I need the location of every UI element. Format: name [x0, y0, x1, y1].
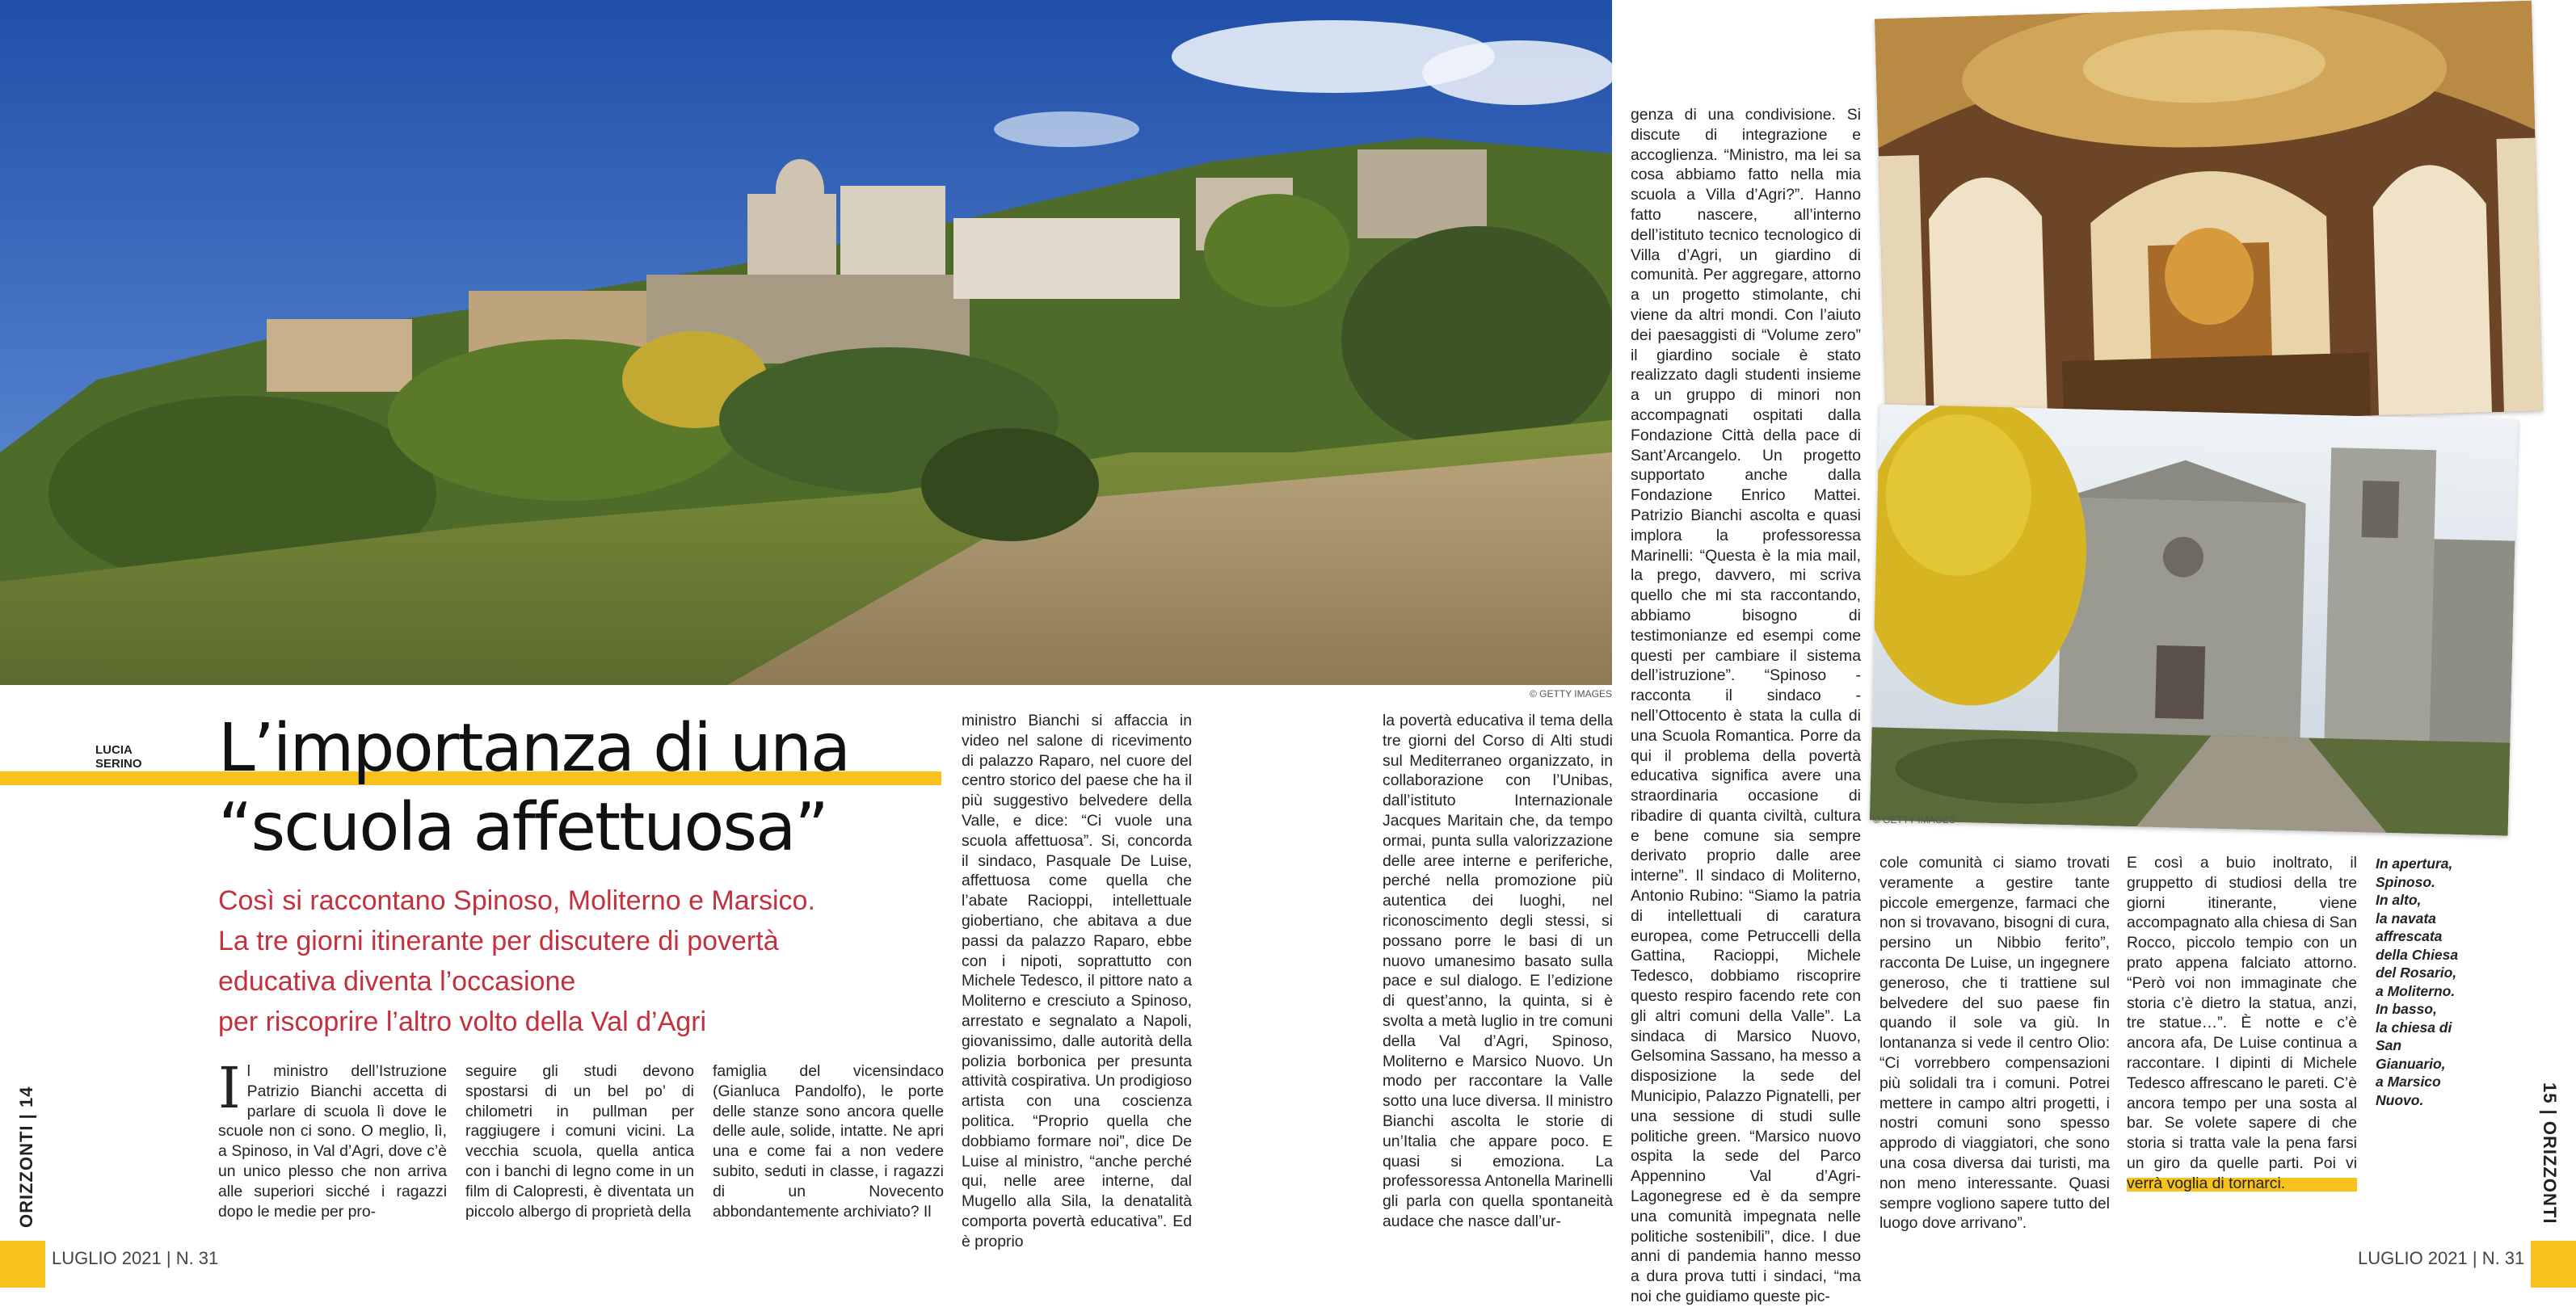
caption-line: Gianuario,	[2376, 1055, 2446, 1072]
subtitle-line: La tre giorni itinerante per discutere di povertà	[218, 926, 779, 956]
column-text: cole comunità ci siamo trovati veramente a gestire tante piccole emergenze, farmaci che non si trovavano, bisogni di cura, persino un Nibbio ferito”, racconta De Luise, un ingegnere generoso, che ti trattiene sul belvedere del suo paese fin quando il sole va giù. In lontananza si vede il centro Olio: “Ci vorrebbero compensazioni più solidali tra i comuni. Potrei mettere in campo altri progetti, i nostri comuni sono spesso approdo di viaggiatori, che sono una cosa diversa dai turisti, ma non meno interessante. Quasi sempre vogliono sapere tutto del luogo dove arrivano”.	[1879, 854, 2110, 1233]
caption-line: la chiesa di San	[2376, 1019, 2452, 1053]
headline-line-2: “scuola affettuosa”	[218, 789, 827, 866]
author-first-name: LUCIA	[95, 743, 133, 757]
author-byline	[95, 743, 142, 771]
folio-left-accent	[0, 1241, 45, 1288]
caption-line: a Moliterno.	[2376, 982, 2456, 999]
drop-cap: I	[218, 1055, 241, 1121]
column-text: famiglia del vicensindaco (Gianluca Pandolfo), le porte delle stanze sono ancora quelle delle aule, solide, intatte. Ne apri una e come fai a non vedere subito, seduti in classe, i ragazzi di un Novecento abbondantemente archiviato? Il	[713, 1062, 944, 1221]
column-text: E così a buio inoltrato, il gruppetto di studiosi della tre giorni itinerante, viene accompagnato alla chiesa di San Rocco, piccolo tempio con un prato appena falciato attorno. “Però voi non immaginate che storia c’è dietro la statua, anzi, tre statue…”. È notte e c’è ancora afa, De Luise continua a raccontare. I dipinti di Michele Tedesco affrescano le pareti. C’è ancora tempo per una sosta al bar. Se volete sapere di che storia si tratta vale la pena farsi un giro da quelle parti. Poi vi verrà voglia di tornarci.	[2127, 854, 2357, 1192]
folio-date-left: LUGLIO 2021 | N. 31	[52, 1248, 219, 1268]
body-column-1	[218, 1055, 447, 1221]
body-column-6	[1631, 105, 1861, 1307]
caption-line: Spinoso.	[2376, 873, 2435, 890]
subtitle-line: Così si raccontano Spinoso, Moliterno e Marsico.	[218, 885, 815, 916]
photo-credit-main: © GETTY IMAGES	[1530, 688, 1612, 700]
folio-right-accent	[2531, 1241, 2576, 1288]
body-column-8	[2127, 853, 2357, 1194]
section-name: ORIZZONTI	[2540, 1120, 2560, 1225]
photo-caption	[2376, 855, 2464, 1109]
column-text: l ministro dell’Istruzione Patrizio Bianchi accetta di parlare di scuola lì dove le scuole non ci sono. O meglio, lì, a Spinoso, in Val d’Agri, dove c’è un unico plesso che non arriva alle superiori sicché i ragazzi dopo le medie per pro-	[218, 1062, 447, 1221]
photo-credit-church-bottom: © GETTY IMAGES	[1873, 814, 1955, 826]
caption-line: della Chiesa	[2376, 946, 2459, 963]
caption-line: del Rosario,	[2376, 964, 2457, 981]
body-column-7	[1879, 853, 2110, 1233]
spinoso-landscape-photo	[0, 0, 1612, 685]
caption-line: In basso,	[2376, 1001, 2437, 1017]
page-number-right: 15	[2540, 1082, 2560, 1104]
church-san-gianuario-photo	[1870, 404, 2518, 835]
church-interior-photo	[1875, 1, 2543, 430]
caption-line: Nuovo.	[2376, 1091, 2424, 1108]
section-name: ORIZZONTI	[16, 1124, 36, 1228]
caption-line: In apertura,	[2376, 855, 2453, 872]
article-headline	[218, 709, 849, 868]
section-label-left: ORIZZONTI | 14	[16, 1086, 36, 1228]
caption-line: a Marsico	[2376, 1074, 2441, 1090]
caption-line: la navata	[2376, 910, 2436, 927]
column-text: la povertà educativa il tema della tre giorni del Corso di Alti studi sul Mediterraneo organizzato, in collaborazione con l’Unibas, dall’istituto Internazionale Jacques Maritain che, da tempo ormai, punta sulla valorizzazione delle aree interne e periferiche, perché nella promozione più autentica dei luoghi, nel riconoscimento degli stessi, si possano porre le basi di un nuovo umanesimo basato sulla pace e sul dialogo. E l’edizione di quest’anno, la quinta, si è svolta a metà luglio in tre comuni della Val d’Agri, Spinoso, Moliterno e Marsico Nuovo. Un modo per raccontare la Valle sotto una luce diversa. Il ministro Bianchi ascolta le storie di un’Italia che appare poco. E quasi si emoziona. La professoressa Antonella Marinelli gli parla con quella spontaneità audace che nasce dall’ur-	[1383, 712, 1613, 1230]
section-label-right: 15 | ORIZZONTI	[2540, 1082, 2560, 1225]
body-column-2	[465, 1061, 694, 1221]
column-text: genza di una condivisione. Si discute di integrazione e accoglienza. “Ministro, ma lei sa cosa abbiamo fatto nella mia scuola a Villa d’Agri?”. Hanno fatto nascere, all’interno dell’istituto tecnico tecnologico di Villa d’Agri, un giardino di comunità. Per aggregare, attorno a un progetto stimolante, chi viene da altri mondi. Con l’aiuto dei paesaggisti di “Volume zero” il giardino sociale è stato realizzato dagli studenti insieme a un gruppo di minori non accompagnati ospitati dalla Fondazione Città della pace di Sant’Arcangelo. Un progetto supportato anche dalla Fondazione Enrico Mattei. Patrizio Bianchi ascolta e quasi implora la professoressa Marinelli: “Questa è la mia mail, la prego, davvero, mi scriva quello che mi sta raccontando, abbiamo bisogno di testimonianze ed esempi come questi per cambiare il sistema dell’istruzione”. “Spinoso - racconta il sindaco - nell’Ottocento è stata la culla di una Scuola Romantica. Porre da qui il problema della povertà educativa significa avere una straordinaria occasione di ribadire di quanta civiltà, cultura e bene comune sia sempre derivato proprio dalle aree interne”. Il sindaco di Moliterno, Antonio Rubino: “Siamo la patria di intellettuali di caratura europea, come Petruccelli della Gattina, Racioppi, Michele Tedesco, dobbiamo riscoprire questo respiro facendo rete con gli altri comuni della Valle”. La sindaca di Marsico Nuovo, Gelsomina Sassano, ha messo a disposizione la sede del Municipio, Palazzo Pignatelli, per una sessione di studi sulle politiche green. “Marsico nuovo ospita la sede del Parco Appennino Val d’Agri-Lagonegrese ed è da sempre una comunità impegnata nelle politiche sostenibili”, dice. I due anni di pandemia hanno messo a dura prova tutti i sindaci, “ma noi che guidiamo queste pic-	[1631, 106, 1861, 1306]
page-number-left: 14	[16, 1086, 36, 1108]
column-text: ministro Bianchi si affaccia in video nel salone di ricevimento di palazzo Raparo, nel cuore del centro storico del paese che ha il più suggestivo belvedere della Valle, e dice: “Ci vuole una scuola affettuosa”. Si, concorda il sindaco, Pasquale De Luise, affettuosa come quella che l’abate Racioppi, intellettuale giobertiano, che abitava a due passi da palazzo Raparo, ebbe con i nipoti, soprattutto con Michele Tedesco, il pittore nato a Moliterno e cresciuto a Spinoso, arrestato e segnalato a Napoli, giovanissimo, dalle autorità della polizia borbonica per presunta attività cospirativa. Un prodigioso artista con una coscienza politica. “Proprio quella che dobbiamo formare noi”, dice De Luise al ministro, “anche perché qui, nelle aree interne, dal Mugello alla Sila, la denatalità comporta povertà educativa”. Ed è proprio	[962, 712, 1192, 1250]
body-column-4	[962, 711, 1192, 1252]
caption-line: In alto,	[2376, 892, 2422, 908]
headline-line-1: L’importanza di una	[218, 710, 850, 787]
caption-line: affrescata	[2376, 928, 2443, 944]
author-last-name: SERINO	[95, 757, 142, 771]
article-subtitle	[218, 880, 815, 1042]
subtitle-line: per riscoprire l’altro volto della Val d’Agri	[218, 1007, 707, 1037]
subtitle-line: educativa diventa l’occasione	[218, 966, 576, 997]
column-text: seguire gli studi devono spostarsi di un bel po’ di chilometri in pullman per raggiugere i comuni vicini. La vecchia scuola, quella antica con i banchi di legno come in un film di Calopresti, è diventata un piccolo albergo di proprietà della	[465, 1062, 694, 1221]
folio-date-right: LUGLIO 2021 | N. 31	[2358, 1248, 2525, 1268]
body-column-5	[1383, 711, 1613, 1232]
body-column-3	[713, 1061, 944, 1221]
